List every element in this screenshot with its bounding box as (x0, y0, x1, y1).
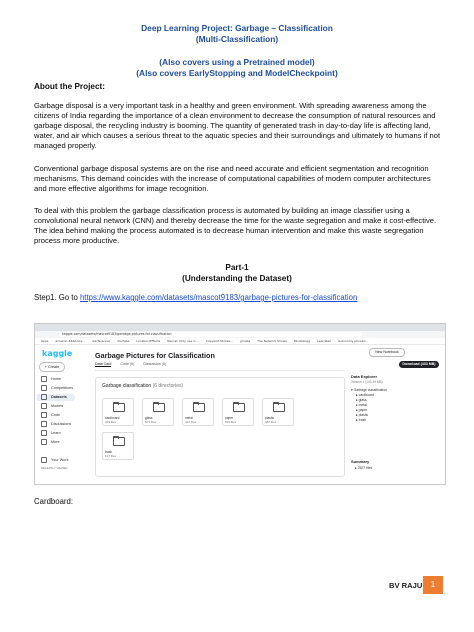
tree-item[interactable]: ▸ glass (356, 398, 367, 402)
nav-competitions[interactable] (41, 385, 73, 392)
more-icon (41, 439, 47, 445)
trophy-icon (41, 385, 47, 391)
kaggle-main (81, 345, 445, 484)
folder-count: 137 files (105, 454, 117, 458)
nav-recently-viewed: RECENTLY VIEWED (41, 466, 68, 470)
folder-card[interactable] (102, 432, 134, 460)
summary-title: Summary (351, 459, 370, 464)
divider (95, 370, 345, 371)
browser-tab-bar (35, 324, 445, 331)
nav-label: Code (51, 413, 61, 417)
folder-count: 501 files (145, 420, 157, 424)
nav-label: Your Work (51, 458, 69, 462)
create-label: Create (47, 365, 60, 369)
tree-item[interactable]: ▸ trash (356, 418, 367, 422)
cardboard-label: Cardboard: (34, 497, 74, 506)
tree-root[interactable]: ▾ Garbage classification (351, 388, 388, 392)
nav-label: More (51, 440, 60, 444)
folder-icon (193, 403, 205, 412)
step1-line (34, 293, 444, 303)
folder-name: paper (225, 416, 234, 420)
nav-learn[interactable] (41, 430, 61, 437)
bookmark[interactable]: The Network Shows (257, 339, 287, 343)
create-button[interactable]: + Create (39, 362, 65, 372)
folder-card[interactable] (182, 398, 214, 426)
paragraph-3: To deal with this problem the garbage classification process is automated by building an image classifier using a convolutional neural network (CNN) and thereby decrease the time for the waste segregation and make it cost-effective. The idea behind making the process automated is to decrease human intervention and make this waste segregation process more productive. (34, 206, 437, 245)
tree-item[interactable]: ▸ cardboard (356, 393, 374, 397)
folder-count: 594 files (225, 420, 237, 424)
page-number: 1 (423, 576, 443, 594)
explorer-version: Version 1 (143.39 MB) (351, 380, 383, 384)
home-icon (41, 376, 47, 382)
download-button[interactable]: Download (433 MB) (399, 361, 439, 368)
comment-icon (41, 421, 47, 427)
folder-icon (113, 437, 125, 446)
title-line-4: (Also covers EarlyStopping and ModelCheckpoint) (136, 68, 338, 78)
paragraph-1: Garbage disposal is a very important task in a healthy and green environment. With spreading awareness among the citizens of India regarding the importance of a clean environment to decrease the consumption of natural resources and garbage disposal, the recycling industry is booming. The quantity of generated trash in day-to-day life is affecting land, water, and air which causes a serious threat to the aquatic species and their surroundings and ultimately to humans if not managed properly. (34, 101, 441, 150)
title-line-3: (Also covers using a Pretrained model) (159, 57, 315, 67)
folder-name: cardboard (105, 416, 120, 420)
bookmark[interactable]: LearnRail (317, 339, 332, 343)
nav-home[interactable] (41, 376, 61, 383)
bookmark[interactable]: amazon–f-b&l-ainj... (55, 339, 86, 343)
folder-card[interactable] (222, 398, 254, 426)
folder-icon (113, 403, 125, 412)
bookmark[interactable]: Apps (41, 339, 49, 343)
title-line-2: (Multi-Classification) (195, 34, 279, 44)
nav-datasets[interactable] (37, 394, 75, 401)
new-notebook-button[interactable]: New Notebook (369, 348, 405, 357)
kaggle-logo[interactable]: kaggle (42, 349, 73, 358)
step1-prefix: Step1. Go to (34, 293, 80, 302)
kaggle-sidebar (35, 345, 79, 484)
explorer-tree (351, 388, 441, 423)
title-line-1: Deep Learning Project: Garbage – Classification (141, 23, 333, 33)
folder-name: trash (105, 450, 113, 454)
nav-label: Discussions (51, 422, 72, 426)
bookmark[interactable]: Autonomy phoebo... (338, 339, 369, 343)
table-icon (41, 394, 47, 400)
author-name: BV RAJU (389, 581, 423, 590)
document-title (0, 23, 474, 45)
folder-icon (233, 403, 245, 412)
nav-label: Home (51, 377, 62, 381)
part-subheading: (Understanding the Dataset) (182, 274, 292, 283)
kaggle-screenshot (34, 323, 446, 485)
about-heading: About the Project: (34, 82, 105, 91)
folder-icon (41, 457, 47, 463)
panel-header (102, 383, 183, 389)
folder-card[interactable] (102, 398, 134, 426)
nav-more[interactable] (41, 439, 60, 446)
folder-count: 403 files (105, 420, 117, 424)
part-heading: Part-1 (225, 263, 249, 272)
panel-title: Garbage classification (102, 383, 152, 389)
tab-data-card[interactable]: Data Card (95, 362, 112, 366)
models-icon (41, 403, 47, 409)
nav-models[interactable] (41, 403, 63, 410)
bookmark[interactable]: YouTube (117, 339, 130, 343)
nav-label: Competitions (51, 386, 74, 390)
tab-discussion[interactable]: Discussion (0) (143, 362, 167, 366)
folder-count: 410 files (185, 420, 197, 424)
folder-count: 482 files (265, 420, 277, 424)
folder-name: metal (185, 416, 193, 420)
bookmark[interactable]: Neural: Only use in... (167, 339, 199, 343)
tree-item[interactable]: ▸ plastic (356, 413, 369, 417)
bookmark[interactable]: gmaile (240, 339, 251, 343)
folder-icon (273, 403, 285, 412)
folder-card[interactable] (142, 398, 174, 426)
bookmarks-bar (35, 338, 445, 345)
document-subtitle (0, 57, 474, 79)
nav-label: Models (51, 404, 64, 408)
explorer-title: Data Explorer (351, 374, 378, 379)
tree-item[interactable]: ▸ paper (356, 408, 368, 412)
directory-panel (95, 377, 345, 477)
data-explorer (351, 374, 441, 482)
bookmark[interactable]: Copywrit Strikes... (205, 339, 234, 343)
summary-value[interactable]: ▸ 2527 files (355, 466, 373, 470)
dataset-title: Garbage Pictures for Classification (95, 351, 215, 360)
panel-subtitle: (6 directories) (152, 383, 184, 389)
nav-discussions[interactable] (41, 421, 71, 428)
bookmark[interactable]: w2(ference) (92, 339, 111, 343)
folder-card[interactable] (262, 398, 294, 426)
nav-code[interactable] (41, 412, 60, 419)
paragraph-2: Conventional garbage disposal systems are on the rise and need accurate and efficient segmentation and recognition mechanisms. This demand coincides with the increase of computational capabilities of modern computer architectures and more effective algorithms for image recognition. (34, 164, 431, 193)
url-field[interactable]: kaggle.com/datasets/mascot9183/garbage-pictures-for-classification (59, 332, 362, 337)
folder-icon (153, 403, 165, 412)
bookmark[interactable]: Location/Effects (136, 339, 161, 343)
dataset-link[interactable]: https://www.kaggle.com/datasets/mascot9183/garbage-pictures-for-classification (79, 293, 358, 302)
tab-code[interactable]: Code (0) (120, 362, 135, 366)
school-icon (41, 430, 47, 436)
tree-item[interactable]: ▸ metal (356, 403, 367, 407)
nav-label: Learn (51, 431, 61, 435)
code-icon (41, 412, 47, 418)
folder-name: glass (145, 416, 153, 420)
bookmark[interactable]: Mindsbogg (293, 339, 311, 343)
dataset-tabs (95, 362, 174, 366)
nav-label: Datasets (51, 395, 67, 399)
nav-your-work[interactable] (41, 457, 69, 464)
folder-name: plastic (265, 416, 275, 420)
